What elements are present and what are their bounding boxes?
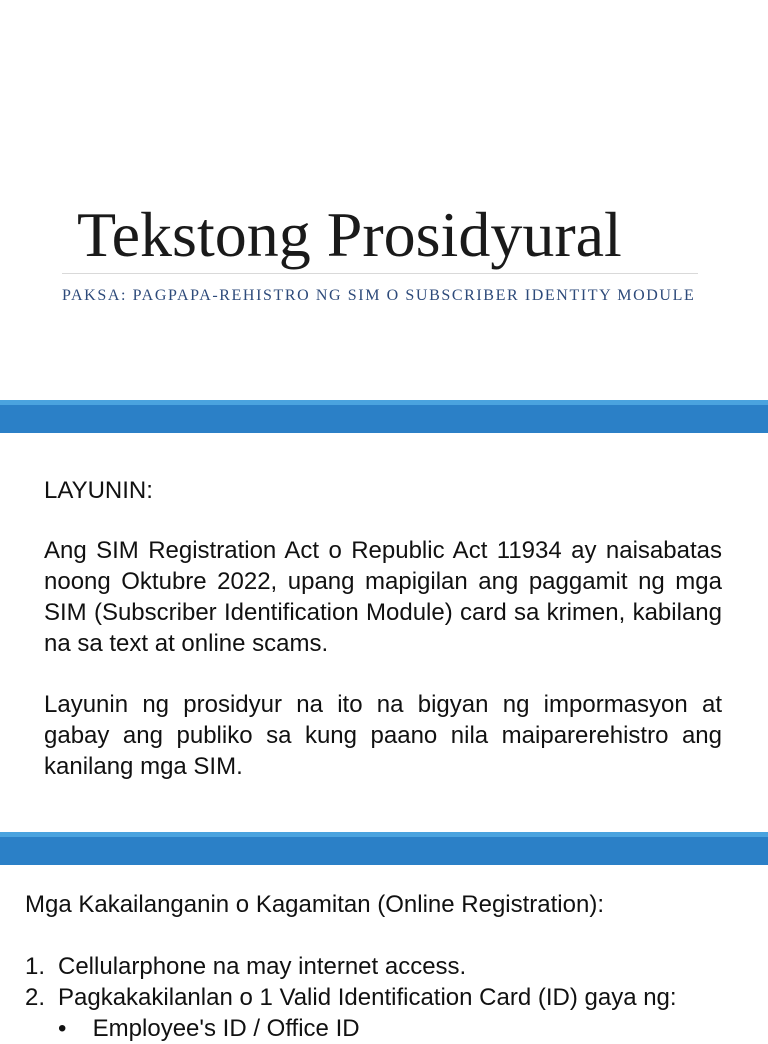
bullet-icon: •	[58, 1015, 67, 1042]
requirements-heading: Mga Kakailanganin o Kagamitan (Online Registration):	[25, 891, 604, 918]
list-item-text: Employee's ID / Office ID	[92, 1015, 360, 1042]
layunin-paragraph-2: Layunin ng prosidyur na ito na bigyan ng impormasyon at gabay ang publiko sa kung paano nila maiparerehistro ang kanilang mga SIM.	[44, 691, 722, 780]
band-highlight	[0, 400, 768, 405]
list-item	[58, 1013, 360, 1044]
layunin-paragraph-1: Ang SIM Registration Act o Republic Act 11934 ay naisabatas noong Oktubre 2022, upang mapigilan ang paggamit ng mga SIM (Subscriber Identification Module) card sa krimen, kabilang na sa text at online scams.	[44, 537, 722, 657]
id-type-list	[58, 1013, 360, 1044]
slide-separator-band	[0, 832, 768, 865]
requirements-list	[25, 951, 677, 1013]
list-item	[25, 982, 677, 1013]
page-subtitle: PAKSA: PAGPAPA-REHISTRO NG SIM O SUBSCRIBER IDENTITY MODULE	[62, 287, 696, 304]
list-item-number: 1.	[25, 953, 46, 980]
layunin-heading: LAYUNIN:	[44, 477, 153, 504]
page-title: Tekstong Prosidyural	[77, 199, 622, 270]
list-item-text: Pagkakakilanlan o 1 Valid Identification Card (ID) gaya ng:	[58, 984, 677, 1011]
list-item	[25, 951, 677, 982]
title-divider	[62, 273, 698, 274]
band-highlight	[0, 832, 768, 837]
list-item-text: Cellularphone na may internet access.	[58, 953, 467, 980]
slide-separator-band	[0, 400, 768, 433]
list-item-number: 2.	[25, 984, 46, 1011]
